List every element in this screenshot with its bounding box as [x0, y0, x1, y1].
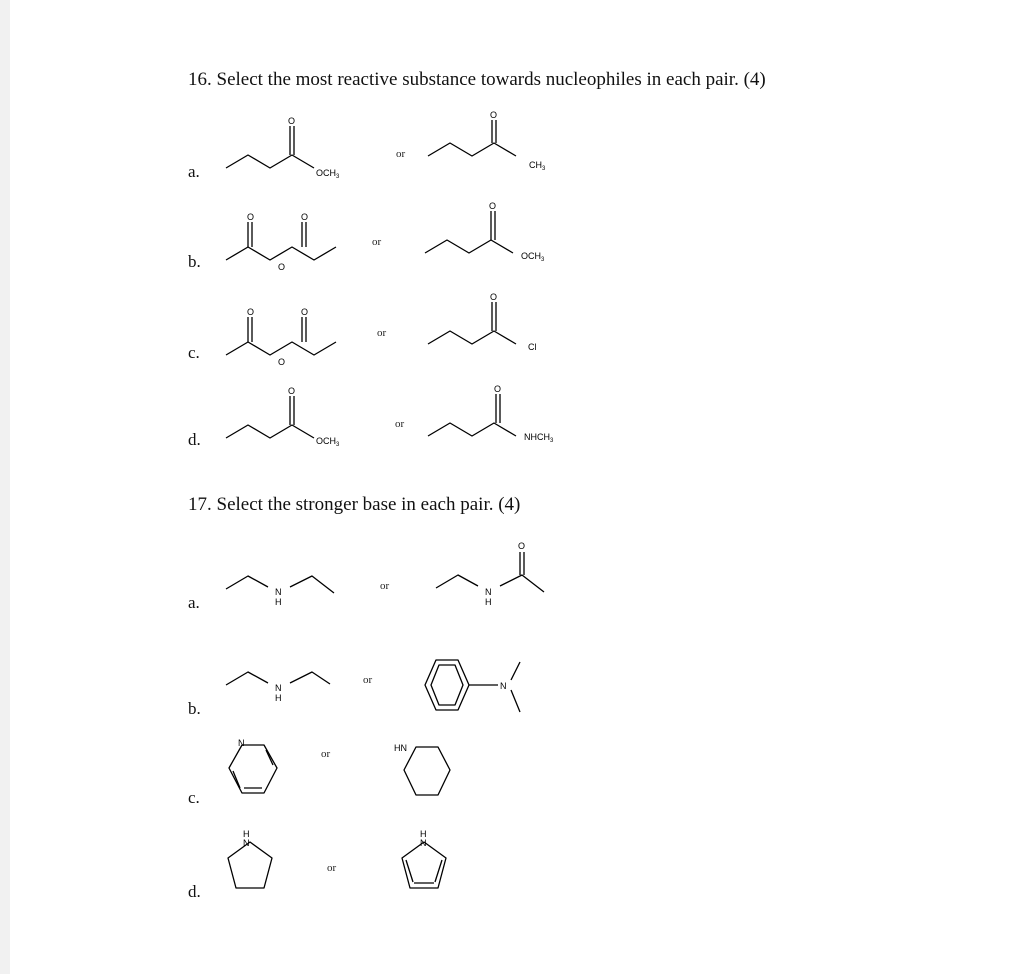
- q17-letter-b: b.: [188, 699, 201, 718]
- q17b-diethylamine-structure: [216, 660, 346, 720]
- svg-text:O: O: [288, 386, 296, 396]
- q17b-dimethylaniline-structure: [406, 650, 546, 720]
- svg-text:O: O: [518, 541, 526, 551]
- question-17-title: 17. Select the stronger base in each pair. (4): [188, 494, 521, 515]
- q16c-acid-chloride-structure: [418, 286, 568, 356]
- q16b-methyl-ester-structure: [415, 195, 565, 265]
- svg-text:N: N: [420, 838, 427, 848]
- svg-text:H: H: [275, 693, 282, 703]
- svg-text:HN: HN: [394, 743, 407, 753]
- svg-text:O: O: [278, 357, 286, 367]
- svg-text:H: H: [420, 829, 427, 839]
- q17d-pyrrolidine-structure: [220, 826, 300, 901]
- svg-text:O: O: [247, 212, 255, 222]
- q16-letter-b: b.: [188, 252, 201, 271]
- q16d-amide-structure: [418, 378, 588, 448]
- q17d-pyrrole-structure: [390, 826, 470, 901]
- svg-text:O: O: [490, 292, 498, 302]
- svg-text:N: N: [485, 587, 492, 597]
- svg-text:O: O: [301, 212, 309, 222]
- q17d-or: or: [327, 862, 337, 874]
- svg-text:N: N: [243, 838, 250, 848]
- svg-text:NHCH3: $NHCH_3$: [524, 432, 554, 444]
- svg-text:O: O: [489, 201, 497, 211]
- q17b-or: or: [363, 674, 373, 686]
- svg-text:O: O: [494, 384, 502, 394]
- svg-text:N: N: [275, 683, 282, 693]
- svg-text:OCH3: $OCH_3$: [521, 251, 545, 263]
- svg-text:OCH3: $OCH_3$: [316, 168, 340, 180]
- svg-text:O: O: [278, 262, 286, 272]
- q16c-anhydride-structure: [216, 295, 346, 365]
- q17-letter-a: a.: [188, 593, 200, 612]
- q17a-diethylamine-structure: [216, 565, 346, 625]
- q16a-ketone-structure: [418, 108, 568, 178]
- svg-text:O: O: [490, 110, 498, 120]
- svg-text:Cl: Cl: [528, 342, 537, 352]
- q16d-or: or: [395, 418, 405, 430]
- q17c-or: or: [321, 748, 331, 760]
- q16a-methyl-ester-structure: [216, 110, 366, 180]
- q17a-amide-structure: [426, 538, 566, 618]
- q16b-or: or: [372, 236, 382, 248]
- svg-text:O: O: [301, 307, 309, 317]
- svg-text:O: O: [247, 307, 255, 317]
- svg-text:OCH3: $OCH_3$: [316, 436, 340, 448]
- q16d-methyl-ester-structure: [216, 380, 366, 450]
- q17c-piperidine-structure: [382, 737, 472, 807]
- question-16-title: 16. Select the most reactive substance towards nucleophiles in each pair. (4): [188, 69, 766, 90]
- q17-letter-c: c.: [188, 788, 200, 807]
- q16a-or: or: [396, 148, 406, 160]
- svg-text:N: N: [500, 681, 507, 691]
- q17c-pyridine-structure: [216, 735, 306, 805]
- svg-text:N: N: [238, 738, 245, 748]
- svg-text:CH3: $CH_3$: [529, 160, 546, 172]
- q16c-or: or: [377, 327, 387, 339]
- q16-letter-c: c.: [188, 343, 200, 362]
- svg-text:H: H: [275, 597, 282, 607]
- q16-letter-a: a.: [188, 162, 200, 181]
- q16-letter-d: d.: [188, 430, 201, 449]
- svg-text:H: H: [485, 597, 492, 607]
- worksheet-page: [10, 0, 1024, 974]
- svg-text:N: N: [275, 587, 282, 597]
- svg-text:H: H: [243, 829, 250, 839]
- q16b-anhydride-structure: [216, 200, 346, 270]
- atom-o: O: [288, 116, 296, 126]
- q17a-or: or: [380, 580, 390, 592]
- q17-letter-d: d.: [188, 882, 201, 901]
